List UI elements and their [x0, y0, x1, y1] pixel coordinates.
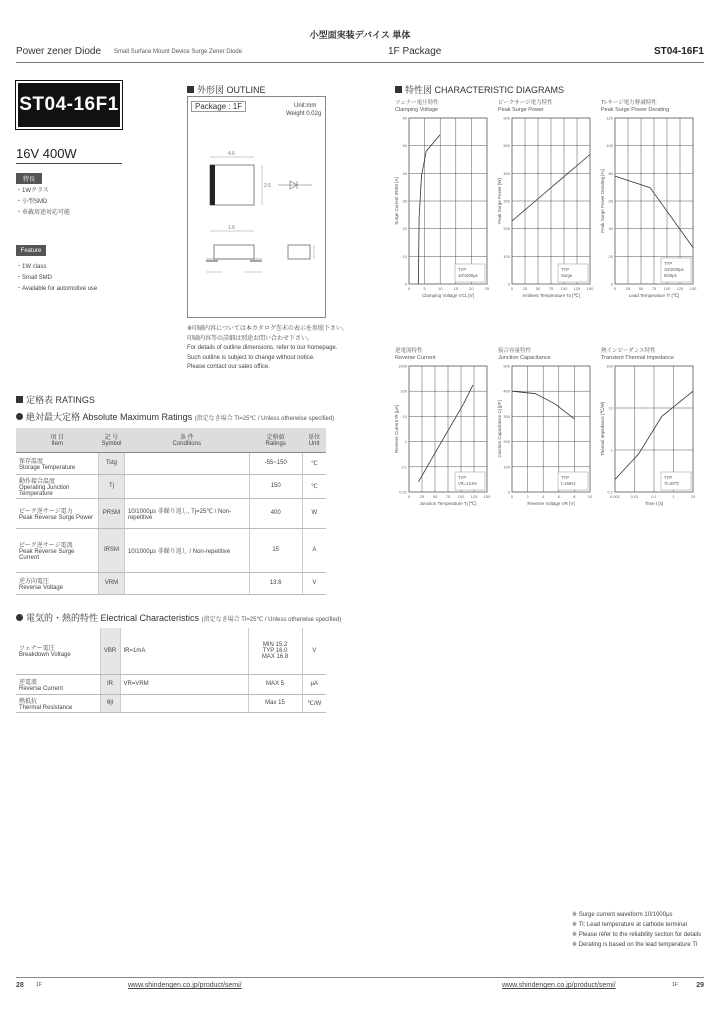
- x-tick-label: 10: [437, 286, 443, 291]
- outline-heading: 外形図 OUTLINE: [187, 83, 266, 96]
- chart-svg: [601, 362, 697, 552]
- table-row: ツェナー電圧 Breakdown Voltage VBR IR=1mA MIN 15.2 TYP 16.0 MAX 16.8 V: [16, 628, 326, 674]
- x-tick-label: 150: [586, 286, 594, 291]
- y-tick-label: 100: [400, 388, 407, 394]
- absolute-max-ratings-table: [16, 428, 326, 595]
- x-tick-label: 20: [469, 286, 474, 291]
- footer-notes: [572, 910, 701, 950]
- y-tick-label: 10: [608, 405, 613, 411]
- chart-title-jp: Tl-サージ電力軽減特性: [601, 100, 657, 106]
- footer-url-left[interactable]: www.shindengen.co.jp/product/semi/: [128, 982, 242, 989]
- table-row: 逆電流 Reverse Current IR VR=VRM MAX 5 μA: [16, 674, 326, 694]
- y-tick-label: 1: [404, 439, 407, 445]
- y-tick-label: 40: [608, 226, 613, 232]
- footer-url-right[interactable]: www.shindengen.co.jp/product/semi/: [502, 982, 616, 989]
- x-tick-label: 8: [573, 494, 576, 499]
- x-tick-label: 100: [663, 286, 671, 291]
- list-item: ・1Wクラス: [16, 188, 49, 194]
- legend-entry: TYP: [561, 267, 570, 272]
- outline-note: ※印刷内容については本カタログ巻末の表示を参照下さい。: [187, 326, 348, 332]
- x-tick-label: 15: [453, 286, 459, 291]
- x-tick-label: 100: [457, 494, 465, 499]
- y-tick-label: 10: [402, 413, 407, 419]
- legend-entry: Surge: [561, 273, 573, 278]
- x-tick-label: 125: [573, 286, 581, 291]
- footer-mark-right: 1F: [672, 982, 678, 988]
- chart-title-jp: ツェナー電圧特性: [395, 100, 439, 106]
- y-axis-label: Reverse Current IR [μA]: [394, 404, 399, 454]
- footer-note: ※ Derating is based on the lead temperature Tl: [572, 942, 698, 948]
- chart-panel: [498, 348, 594, 553]
- table-row: 熱抵抗 Thermal Resistance θjl Max 15 ℃/W: [16, 694, 326, 712]
- chart-svg: [395, 362, 491, 552]
- y-tick-label: 0: [610, 281, 613, 287]
- y-tick-label: 0: [507, 281, 510, 287]
- col-ratings: 定格値 Ratings: [249, 428, 302, 452]
- x-tick-label: 1: [672, 494, 675, 499]
- outline-note: 印刷内容等の詳細は別途お問い合わせ下さい。: [187, 335, 314, 342]
- x-axis-label: Junction Temperature Tj [℃]: [419, 501, 477, 506]
- x-axis-label: Time t [s]: [644, 501, 664, 506]
- x-tick-label: 6: [557, 494, 560, 499]
- table-header-row: [16, 428, 326, 452]
- y-tick-label: 400: [503, 388, 510, 394]
- chart-panel: [498, 100, 594, 305]
- y-tick-label: 500: [503, 363, 510, 369]
- chart-title-en: Clamping Voltage: [395, 106, 439, 113]
- chart-title-jp: 熱インピーダンス特性: [601, 348, 656, 354]
- y-tick-label: 30: [402, 198, 407, 204]
- col-conditions: 条 件 Conditions: [124, 428, 249, 452]
- col-symbol: 記 号 Symbol: [98, 428, 124, 452]
- table-row: 動作接合温度 Operating Junction Temperature Tj 150 ℃: [16, 474, 326, 498]
- x-axis-label: Lead Temperature Tl [℃]: [628, 293, 680, 298]
- x-tick-label: 50: [638, 286, 644, 291]
- round-bullet-icon: [16, 614, 23, 621]
- features-en-tag: Feature: [16, 245, 46, 256]
- footer-note: ※ Please refer to the reliability section for details: [572, 932, 702, 938]
- y-tick-label: 0.1: [401, 464, 407, 470]
- chart-panel: [395, 348, 491, 553]
- y-axis-label: Junction Capacitance Cj [pF]: [497, 400, 502, 458]
- outline-notes: [187, 325, 348, 373]
- voltage-power-rating: 16V 400W: [16, 146, 77, 161]
- x-tick-label: 25: [625, 286, 631, 291]
- list-item: ・小型SMD: [16, 199, 48, 205]
- chart-panel: [395, 100, 491, 305]
- x-tick-label: 0: [407, 286, 411, 291]
- x-axis-label: Ambient Temperature Ta [℃]: [522, 293, 580, 298]
- abs-max-heading: 絶対最大定格 Absolute Maximum Ratings (指定なき場合 Tl=25℃ / Unless otherwise specified): [16, 410, 334, 423]
- outline-note: Please contact our sales office.: [187, 364, 270, 370]
- x-tick-label: 0: [510, 494, 514, 499]
- legend-entry: TYP: [664, 261, 673, 266]
- x-tick-label: 0.001: [609, 494, 621, 499]
- x-axis-label: Reverse Voltage VR [V]: [527, 501, 575, 506]
- chart-svg: [395, 114, 491, 304]
- legend-entry: TYP: [458, 475, 467, 480]
- diagrams-heading: 特性図 CHARACTERISTIC DIAGRAMS: [395, 83, 564, 96]
- y-tick-label: 600: [503, 115, 510, 121]
- list-item: ・1W class: [16, 264, 47, 270]
- y-tick-label: 0: [404, 281, 407, 287]
- header-product-category: Power zener Diode: [16, 46, 102, 57]
- table-row: ピーク逆サージ電力 Peak Reverse Surge Power PRSM 10/1000μs 非繰り返し, Tj=25℃ / Non-repetitive 400 W: [16, 498, 326, 528]
- y-tick-label: 100: [503, 253, 510, 259]
- features-jp-list: [16, 186, 70, 219]
- y-tick-label: 200: [503, 439, 510, 445]
- x-tick-label: 25: [522, 286, 528, 291]
- x-tick-label: 150: [483, 494, 491, 499]
- y-axis-label: Peak Surge Power [W]: [497, 178, 502, 224]
- y-tick-label: 120: [606, 115, 613, 121]
- header-package: 1F Package: [388, 46, 442, 57]
- y-tick-label: 60: [402, 115, 407, 121]
- round-bullet-icon: [16, 413, 23, 420]
- page-number-left: 28: [16, 982, 24, 989]
- x-tick-label: 75: [445, 494, 451, 499]
- chart-panel: [601, 348, 697, 553]
- square-bullet-icon: [395, 86, 402, 93]
- x-tick-label: 0: [510, 286, 514, 291]
- y-tick-label: 300: [503, 413, 510, 419]
- chart-title-en: Peak Surge Power: [498, 106, 544, 113]
- rating-underline: [16, 163, 122, 164]
- x-tick-label: 125: [470, 494, 478, 499]
- dim-height: 2.6: [264, 183, 271, 189]
- dim-length: 1.6: [228, 225, 235, 231]
- table-row: ピーク逆サージ電流 Peak Reverse Surge Current IRSM 10/1000μs 非繰り返し / Non-repetitive 15 A: [16, 528, 326, 572]
- x-tick-label: 150: [689, 286, 697, 291]
- footer-divider: [16, 977, 704, 978]
- square-bullet-icon: [16, 396, 23, 403]
- col-item: 項 目 Item: [16, 428, 98, 452]
- legend-entry: TYP: [561, 475, 570, 480]
- chart-title-en: Peak Surge Power Derating: [601, 106, 670, 113]
- col-unit: 単位 Unit: [302, 428, 326, 452]
- outline-note: For details of outline dimensions, refer to our homepage.: [187, 345, 338, 351]
- electrical-heading: 電気的・熱的特性 Electrical Characteristics (指定なき場合 Tl=25℃ / Unless otherwise specified): [16, 611, 341, 624]
- legend-entry: 10/1000μs: [458, 273, 478, 278]
- ratings-heading: 定格表 RATINGS: [16, 393, 95, 406]
- y-tick-label: 0: [507, 489, 510, 495]
- y-tick-label: 10: [402, 253, 407, 259]
- x-tick-label: 25: [484, 286, 490, 291]
- y-tick-label: 100: [606, 363, 613, 369]
- y-tick-label: 200: [503, 226, 510, 232]
- x-tick-label: 5: [423, 286, 426, 291]
- square-bullet-icon: [187, 86, 194, 93]
- electrical-characteristics-table: [16, 628, 326, 713]
- y-axis-label: Thermal Impedance [℃/W]: [600, 401, 605, 457]
- footer-mark-left: 1F: [36, 982, 42, 988]
- legend-entry: TYP: [458, 267, 467, 272]
- y-tick-label: 20: [402, 226, 407, 232]
- header-divider: [16, 62, 704, 63]
- y-tick-label: 100: [606, 143, 613, 149]
- chart-panel: [601, 100, 697, 305]
- legend-entry: 10/1000μs: [664, 267, 684, 272]
- chart-title-en: Transient Thermal Impedance: [601, 354, 675, 361]
- x-tick-label: 50: [535, 286, 541, 291]
- list-item: ・Available for automotive use: [16, 286, 98, 292]
- table-row: 保存温度 Storage Temperature Tstg -55~150 ℃: [16, 452, 326, 474]
- y-tick-label: 1000: [398, 363, 407, 369]
- y-tick-label: 300: [503, 198, 510, 204]
- y-tick-label: 500: [503, 143, 510, 149]
- footer-note: ※ Tl: Lead temperature at cathode terminal: [572, 922, 687, 928]
- features-jp-tag: 特長: [16, 173, 42, 184]
- y-tick-label: 60: [608, 198, 613, 204]
- chart-title-jp: 逆電流特性: [395, 348, 423, 354]
- x-tick-label: 10: [587, 494, 593, 499]
- legend-entry: Tl=25℃: [664, 481, 680, 486]
- header-subtitle: Small Surface Mount Device Surge Zener Diode: [114, 49, 243, 55]
- part-number-badge: ST04-16F1: [16, 81, 122, 129]
- x-tick-label: 4: [542, 494, 545, 499]
- x-tick-label: 75: [651, 286, 657, 291]
- x-tick-label: 75: [548, 286, 554, 291]
- page-number-right: 29: [696, 982, 704, 989]
- chart-title-jp: ピークサージ電力特性: [498, 100, 553, 106]
- legend-entry: f=1MHz: [561, 481, 576, 486]
- outline-note: Such outline is subject to change without notice.: [187, 354, 315, 361]
- y-axis-label: Surge Current IRSM [A]: [394, 177, 399, 225]
- x-tick-label: 100: [560, 286, 568, 291]
- footer-note: ※ Surge current waveform 10/1000μs: [572, 912, 673, 918]
- package-label: Package : 1F: [191, 101, 246, 112]
- dim-width: 4.6: [228, 151, 235, 157]
- y-tick-label: 20: [608, 253, 613, 259]
- header-part-number: ST04-16F1: [653, 46, 704, 57]
- chart-svg: [601, 114, 697, 304]
- y-tick-label: 0.01: [399, 489, 407, 495]
- x-tick-label: 125: [676, 286, 684, 291]
- x-tick-label: 2: [526, 494, 529, 499]
- y-tick-label: 400: [503, 170, 510, 176]
- x-tick-label: 50: [432, 494, 438, 499]
- list-item: ・車載用途対応可能: [16, 210, 71, 216]
- chart-title-en: Reverse Current: [395, 354, 436, 361]
- x-tick-label: 0: [613, 286, 617, 291]
- chart-title-jp: 接合容量特性: [498, 348, 532, 354]
- legend-entry: VR=13.6V: [458, 481, 478, 486]
- y-tick-label: 40: [402, 170, 407, 176]
- legend-entry: TYP: [664, 475, 673, 480]
- chart-title-en: Junction Capacitance: [498, 354, 551, 361]
- list-item: ・Small SMD: [16, 275, 53, 281]
- x-tick-label: 10: [690, 494, 696, 499]
- unit-note: Unit:mm: [294, 103, 317, 109]
- chart-svg: [498, 114, 594, 304]
- legend-entry: 8/20μs: [664, 273, 677, 278]
- weight-note: Weight 0.02g: [286, 111, 322, 117]
- table-row: 逆方向電圧 Reverse Voltage VRM 13.6 V: [16, 572, 326, 594]
- y-axis-label: Peak Surge Power Derating [%]: [600, 169, 605, 233]
- y-tick-label: 50: [402, 143, 407, 149]
- x-tick-label: 0: [407, 494, 411, 499]
- header-top-title: 小型面実装デバイス 単体: [309, 30, 411, 40]
- package-outline-drawing: [196, 147, 320, 307]
- x-tick-label: 0.1: [651, 494, 657, 499]
- y-tick-label: 1: [610, 447, 613, 453]
- y-tick-label: 80: [608, 170, 613, 176]
- x-tick-label: 0.01: [630, 494, 639, 499]
- y-tick-label: 100: [503, 464, 510, 470]
- chart-svg: [498, 362, 594, 552]
- x-tick-label: 25: [419, 494, 425, 499]
- x-axis-label: Clamping Voltage VCL [V]: [422, 293, 474, 298]
- y-tick-label: 0.1: [607, 489, 613, 495]
- outline-drawing-frame: [187, 96, 326, 318]
- features-en-list: [16, 262, 97, 295]
